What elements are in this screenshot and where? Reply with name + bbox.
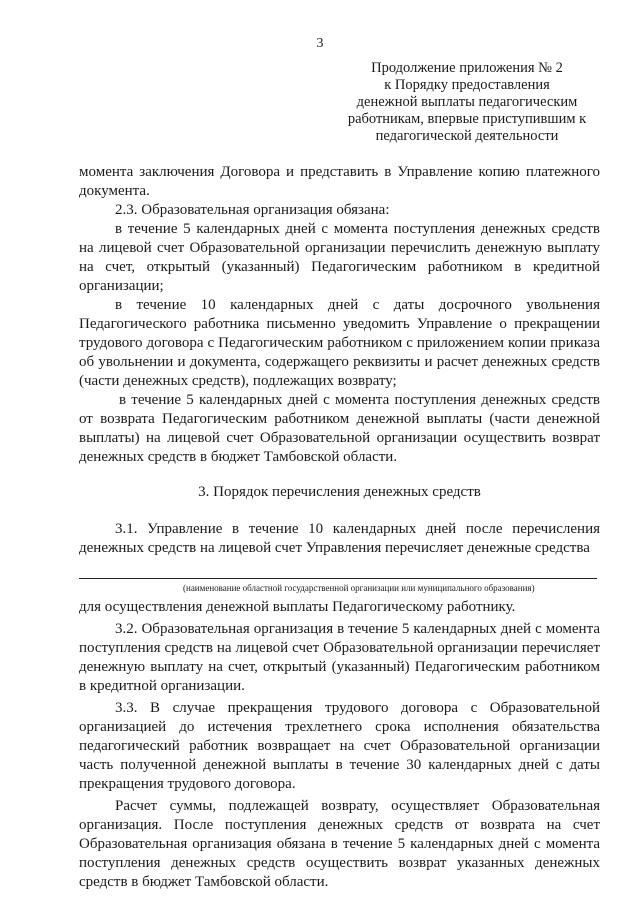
document-body — [79, 163, 600, 892]
header-line: педагогической деятельности — [375, 128, 559, 144]
paragraph: в течение 5 календарных дней с момента поступления денежных средств на лицевой счет Образовательной организации перечислить денежную выплату на счет, открытый (указанный) Педагогическим работником в кредитной организации; — [79, 221, 600, 294]
paragraph: в течение 5 календарных дней с момента поступления денежных средств от возврата Педагогическим работником денежной выплаты (части денежной выплаты) на лицевой счет Образовательной организации осуществить возврат денежных средств в бюджет Тамбовской области. — [79, 392, 600, 465]
paragraph: для осуществления денежной выплаты Педагогическому работнику. — [79, 599, 516, 615]
clause-2-3-heading: 2.3. Образовательная организация обязана: — [115, 202, 390, 218]
clause-3-2: 3.2. Образовательная организация в течение 5 календарных дней с момента поступления средств на лицевой счет Образовательной организации перечисляет денежную выплату на счет, открытый (указанный) Педагогическим работником в кредитной организации. — [79, 621, 600, 694]
header-line: работникам, впервые приступившим к — [347, 111, 587, 127]
appendix-header — [330, 60, 604, 145]
clause-3-3: 3.3. В случае прекращения трудового договора с Образовательной организацией до истечения трехлетнего срока исполнения обязательства педагогический работник возвращает на счет Образовательной организации часть полученной денежной выплаты в течение 30 календарных дней с даты прекращения трудового договора. — [79, 700, 600, 792]
blank-line-caption: (наименование областной государственной организации или муниципального образования) — [183, 583, 535, 593]
section-3-title: 3. Порядок перечисления денежных средств — [198, 484, 481, 500]
paragraph: в течение 10 календарных дней с даты досрочного увольнения Педагогического работника письменно уведомить Управление о прекращении трудового договора с Педагогическим работником с приложением копии приказа об увольнении и документа, содержащего реквизиты и расчет денежных средств (части денежных средств), подлежащих возврату; — [79, 297, 600, 389]
paragraph: Расчет суммы, подлежащей возврату, осуществляет Образовательная организация. После поступления денежных средств от возврата на счет Образовательная организация обязана в течение 5 календарных дней с момента поступления денежных средств осуществить возврат указанных денежных средств в бюджет Тамбовской области. — [79, 798, 600, 890]
page-number: 3 — [316, 36, 324, 51]
header-line: Продолжение приложения № 2 — [371, 60, 563, 76]
paragraph: момента заключения Договора и представить в Управление копию платежного документа. — [79, 164, 600, 199]
clause-3-1: 3.1. Управление в течение 10 календарных дней после перечисления денежных средств на лицевой счет Управления перечисляет денежные средства — [79, 521, 600, 556]
header-line: к Порядку предоставления — [384, 77, 550, 93]
header-line: денежной выплаты педагогическим — [356, 94, 578, 110]
fill-in-blank-line — [79, 558, 597, 579]
